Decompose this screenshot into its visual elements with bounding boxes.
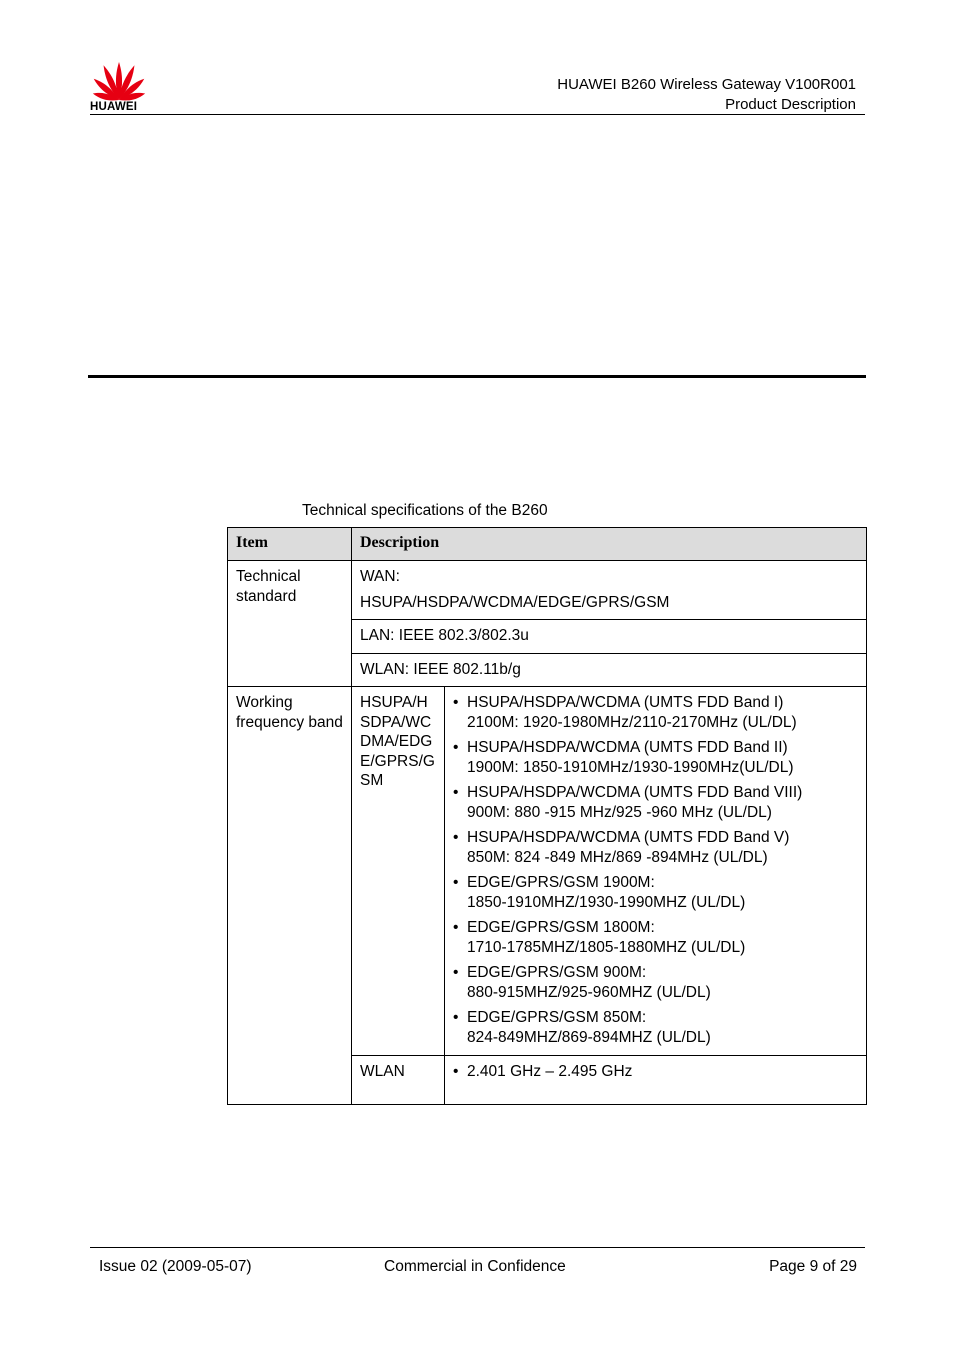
table-row (228, 561, 867, 620)
list-item (453, 1062, 858, 1082)
list-item (453, 738, 858, 777)
bullet-icon: • (453, 1009, 459, 1027)
band-range: 880-915MHZ/925-960MHZ (UL/DL) (467, 983, 711, 1001)
bullet-icon: • (453, 739, 459, 757)
wlan-band-cell (445, 1055, 867, 1104)
band-line: EDGE/GPRS/GSM 1900M: (467, 874, 655, 892)
wan-value: HSUPA/HSDPA/WCDMA/EDGE/GPRS/GSM (360, 594, 670, 612)
band-line: HSUPA/HSDPA/WCDMA (UMTS FDD Band I) (467, 694, 784, 712)
section-heading-rule (88, 375, 866, 378)
band-line: EDGE/GPRS/GSM 850M: (467, 1009, 647, 1027)
wan-standard-cell (352, 561, 867, 620)
bullet-icon: • (453, 829, 459, 847)
list-item (453, 963, 858, 1002)
table-header-row (228, 528, 867, 561)
header-rule (90, 114, 865, 115)
column-header-item: Item (228, 528, 352, 561)
band-range: 850M: 824 -849 MHz/869 -894MHz (UL/DL) (467, 848, 768, 866)
band-range: 900M: 880 -915 MHz/925 -960 MHz (UL/DL) (467, 803, 772, 821)
bullet-icon: • (453, 784, 459, 802)
band-range: 1710-1785MHZ/1805-1880MHZ (UL/DL) (467, 938, 746, 956)
band-range: 2.401 GHz – 2.495 GHz (467, 1062, 633, 1080)
band-range: 824-849MHZ/869-894MHZ (UL/DL) (467, 1028, 711, 1046)
list-item (453, 873, 858, 912)
bullet-icon: • (453, 919, 459, 937)
table-caption: Technical specifications of the B260 (302, 502, 548, 519)
item-technical-standard: Technical standard (228, 561, 352, 687)
band-range: 1850-1910MHZ/1930-1990MHZ (UL/DL) (467, 893, 746, 911)
band-line: HSUPA/HSDPA/WCDMA (UMTS FDD Band V) (467, 829, 790, 847)
cellular-bands-cell (445, 687, 867, 1056)
band-line: EDGE/GPRS/GSM 1800M: (467, 919, 655, 937)
cellular-label (352, 687, 445, 1056)
table-row (228, 687, 867, 1056)
footer-page-number: Page 9 of 29 (769, 1258, 857, 1275)
brand-wordmark: HUAWEI (90, 101, 138, 113)
list-item (453, 783, 858, 822)
header-doc-type: Product Description (725, 96, 856, 113)
footer-rule (90, 1247, 865, 1248)
cellular-label-text: HSUPA/HSDPA/WCDMA/EDGE/GPRS/GSM (360, 694, 435, 790)
band-line: HSUPA/HSDPA/WCDMA (UMTS FDD Band II) (467, 739, 788, 757)
wlan-band-label: WLAN (352, 1055, 445, 1104)
band-line: HSUPA/HSDPA/WCDMA (UMTS FDD Band VIII) (467, 784, 803, 802)
bullet-icon: • (453, 1062, 459, 1080)
item-working-frequency-band: Working frequency band (228, 687, 352, 1105)
list-item (453, 1008, 858, 1047)
band-range: 2100M: 1920-1980MHz/2110-2170MHz (UL/DL) (467, 713, 797, 731)
column-header-description: Description (352, 528, 867, 561)
list-item (453, 693, 858, 732)
spec-table (227, 527, 867, 1105)
lan-standard: LAN: IEEE 802.3/802.3u (352, 620, 867, 654)
footer-confidentiality: Commercial in Confidence (384, 1258, 566, 1275)
bullet-icon: • (453, 694, 459, 712)
header-product-line: HUAWEI B260 Wireless Gateway V100R001 (557, 76, 856, 93)
list-item (453, 828, 858, 867)
wlan-standard: WLAN: IEEE 802.11b/g (352, 654, 867, 687)
bullet-icon: • (453, 874, 459, 892)
bullet-icon: • (453, 964, 459, 982)
wlan-band-list (453, 1062, 858, 1082)
band-range: 1900M: 1850-1910MHz/1930-1990MHz(UL/DL) (467, 758, 794, 776)
footer-issue: Issue 02 (2009-05-07) (99, 1258, 252, 1275)
list-item (453, 918, 858, 957)
cellular-band-list (453, 693, 858, 1047)
wan-label: WAN: (360, 568, 400, 586)
band-line: EDGE/GPRS/GSM 900M: (467, 964, 647, 982)
